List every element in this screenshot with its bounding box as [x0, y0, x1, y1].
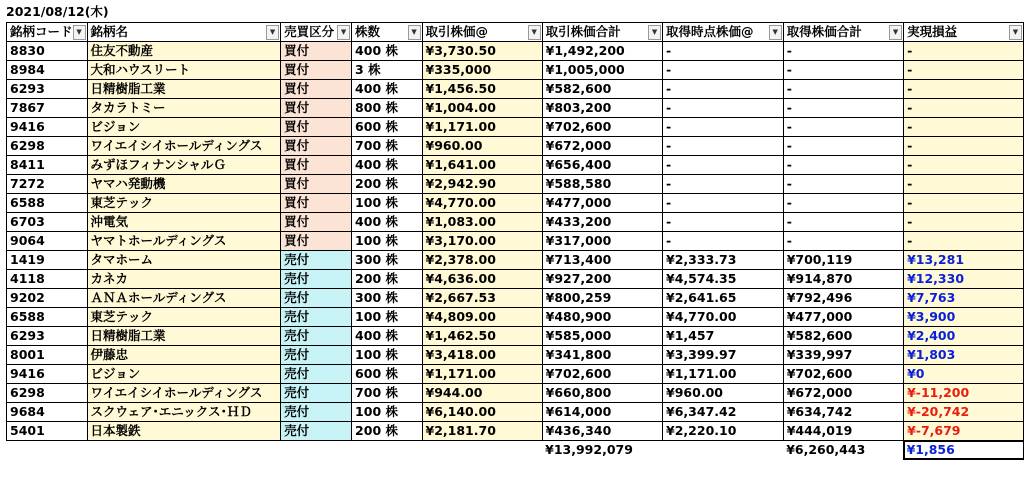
header-label: 取引株価合計 [545, 24, 621, 39]
sheet-date: 2021/08/12(木) [6, 4, 109, 19]
cell-name[interactable]: 日精樹脂工業 [87, 327, 281, 346]
cell-price[interactable]: ¥1,456.50 [422, 80, 542, 99]
cell-price[interactable]: ¥1,083.00 [422, 213, 542, 232]
cell-qty[interactable]: 200 株 [352, 175, 422, 194]
table-row[interactable] [7, 42, 1024, 61]
cell-acq-price[interactable]: - [663, 175, 784, 194]
cell-qty[interactable]: 300 株 [352, 251, 422, 270]
header-qty[interactable] [352, 23, 422, 42]
table-row[interactable] [7, 384, 1024, 403]
cell-name[interactable]: ＡＮＡホールディングス [87, 289, 281, 308]
cell-code[interactable]: 5401 [7, 422, 88, 441]
table-row[interactable] [7, 289, 1024, 308]
cell-side[interactable]: 買付 [281, 42, 352, 61]
cell-side[interactable]: 買付 [281, 118, 352, 137]
cell-qty[interactable]: 200 株 [352, 422, 422, 441]
cell-acq-price[interactable]: - [663, 156, 784, 175]
cell-price[interactable]: ¥1,462.50 [422, 327, 542, 346]
total-trade-amount[interactable]: ¥13,992,079 [545, 442, 633, 457]
cell-acq-price[interactable]: ¥4,770.00 [663, 308, 784, 327]
cell-acq-total[interactable]: ¥914,870 [783, 270, 903, 289]
cell-side[interactable]: 売付 [281, 251, 352, 270]
header-code[interactable] [7, 23, 88, 42]
cell-price[interactable]: ¥3,170.00 [422, 232, 542, 251]
cell-name[interactable]: ヤマハ発動機 [87, 175, 281, 194]
cell-acq-price[interactable]: ¥6,347.42 [663, 403, 784, 422]
cell-total[interactable]: ¥656,400 [542, 156, 662, 175]
header-total[interactable] [542, 23, 662, 42]
cell-side[interactable]: 買付 [281, 80, 352, 99]
header-price[interactable] [422, 23, 542, 42]
cell-qty[interactable]: 400 株 [352, 42, 422, 61]
cell-pl[interactable]: - [904, 61, 1024, 80]
table-row[interactable] [7, 61, 1024, 80]
table-row[interactable] [7, 232, 1024, 251]
cell-acq-total[interactable]: - [783, 137, 903, 156]
cell-side[interactable]: 売付 [281, 308, 352, 327]
cell-side[interactable]: 買付 [281, 232, 352, 251]
cell-total[interactable]: ¥317,000 [542, 232, 662, 251]
table-body [7, 42, 1024, 441]
cell-pl[interactable]: - [904, 213, 1024, 232]
cell-name[interactable]: タカラトミー [87, 99, 281, 118]
table-row[interactable] [7, 99, 1024, 118]
cell-side[interactable]: 売付 [281, 365, 352, 384]
cell-qty[interactable]: 600 株 [352, 365, 422, 384]
cell-price[interactable]: ¥944.00 [422, 384, 542, 403]
cell-total[interactable]: ¥477,000 [542, 194, 662, 213]
cell-code[interactable]: 7867 [7, 99, 88, 118]
total-realized-pl[interactable]: ¥1,856 [904, 441, 1024, 460]
cell-code[interactable]: 9202 [7, 289, 88, 308]
cell-acq-price[interactable]: ¥3,399.97 [663, 346, 784, 365]
cell-total[interactable]: ¥800,259 [542, 289, 662, 308]
cell-code[interactable]: 6293 [7, 327, 88, 346]
cell-price[interactable]: ¥3,730.50 [422, 42, 542, 61]
cell-total[interactable]: ¥585,000 [542, 327, 662, 346]
cell-name[interactable]: 日精樹脂工業 [87, 80, 281, 99]
cell-name[interactable]: ビジョン [87, 118, 281, 137]
header-label: 取引株価@ [425, 24, 489, 39]
cell-qty[interactable]: 600 株 [352, 118, 422, 137]
cell-code[interactable]: 4118 [7, 270, 88, 289]
cell-price[interactable]: ¥1,171.00 [422, 365, 542, 384]
cell-name[interactable]: 日本製鉄 [87, 422, 281, 441]
cell-qty[interactable]: 100 株 [352, 194, 422, 213]
cell-pl[interactable]: - [904, 156, 1024, 175]
filter-dropdown-icon[interactable]: ▼ [73, 25, 86, 40]
table-row[interactable] [7, 365, 1024, 384]
table-row[interactable] [7, 270, 1024, 289]
cell-name[interactable]: スクウェア･エニックス･ＨＤ [87, 403, 281, 422]
cell-acq-total[interactable]: ¥700,119 [783, 251, 903, 270]
header-name[interactable] [87, 23, 281, 42]
cell-total[interactable]: ¥433,200 [542, 213, 662, 232]
empty-cell [663, 441, 784, 460]
cell-name[interactable]: みずほフィナンシャルＧ [87, 156, 281, 175]
cell-pl[interactable]: - [904, 175, 1024, 194]
cell-name[interactable]: ヤマトホールディングス [87, 232, 281, 251]
table-row[interactable] [7, 308, 1024, 327]
cell-pl[interactable]: ¥-11,200 [904, 384, 1024, 403]
cell-total[interactable]: ¥1,492,200 [542, 42, 662, 61]
cell-price[interactable]: ¥1,004.00 [422, 99, 542, 118]
cell-code[interactable]: 6293 [7, 80, 88, 99]
cell-acq-total[interactable]: - [783, 175, 903, 194]
cell-code[interactable]: 9416 [7, 118, 88, 137]
cell-price[interactable]: ¥4,636.00 [422, 270, 542, 289]
cell-price[interactable]: ¥1,641.00 [422, 156, 542, 175]
cell-total[interactable]: ¥588,580 [542, 175, 662, 194]
cell-pl[interactable]: - [904, 80, 1024, 99]
cell-side[interactable]: 売付 [281, 346, 352, 365]
cell-qty[interactable]: 700 株 [352, 137, 422, 156]
cell-price[interactable]: ¥960.00 [422, 137, 542, 156]
filter-dropdown-icon[interactable]: ▼ [528, 25, 541, 40]
header-pl[interactable] [904, 23, 1024, 42]
cell-acq-total[interactable]: - [783, 118, 903, 137]
cell-name[interactable]: 沖電気 [87, 213, 281, 232]
cell-price[interactable]: ¥2,378.00 [422, 251, 542, 270]
cell-acq-total[interactable]: - [783, 213, 903, 232]
header-row [7, 23, 1024, 42]
cell-total[interactable]: ¥341,800 [542, 346, 662, 365]
header-label: 実現損益 [907, 24, 958, 39]
cell-acq-price[interactable]: ¥2,220.10 [663, 422, 784, 441]
cell-name[interactable]: ビジョン [87, 365, 281, 384]
cell-side[interactable]: 売付 [281, 384, 352, 403]
cell-total[interactable]: ¥702,600 [542, 365, 662, 384]
cell-name[interactable]: タマホーム [87, 251, 281, 270]
cell-qty[interactable]: 400 株 [352, 327, 422, 346]
cell-pl[interactable]: - [904, 42, 1024, 61]
table-row[interactable] [7, 346, 1024, 365]
cell-acq-total[interactable]: ¥792,496 [783, 289, 903, 308]
cell-total[interactable]: ¥436,340 [542, 422, 662, 441]
cell-qty[interactable]: 100 株 [352, 403, 422, 422]
cell-acq-total[interactable]: - [783, 194, 903, 213]
cell-total[interactable]: ¥1,005,000 [542, 61, 662, 80]
cell-price[interactable]: ¥2,181.70 [422, 422, 542, 441]
cell-code[interactable]: 6588 [7, 308, 88, 327]
cell-total[interactable]: ¥702,600 [542, 118, 662, 137]
header-acq-total[interactable] [783, 23, 903, 42]
cell-code[interactable]: 8984 [7, 61, 88, 80]
cell-pl[interactable]: ¥7,763 [904, 289, 1024, 308]
cell-pl[interactable]: ¥-7,679 [904, 422, 1024, 441]
cell-qty[interactable]: 400 株 [352, 80, 422, 99]
header-label: 銘柄名 [90, 24, 129, 39]
table-row[interactable] [7, 327, 1024, 346]
cell-acq-total[interactable]: ¥702,600 [783, 365, 903, 384]
cell-qty[interactable]: 400 株 [352, 156, 422, 175]
cell-name[interactable]: 東芝テック [87, 308, 281, 327]
filter-dropdown-icon[interactable]: ▼ [648, 25, 661, 40]
cell-acq-price[interactable]: - [663, 232, 784, 251]
cell-code[interactable]: 9416 [7, 365, 88, 384]
filter-dropdown-icon[interactable]: ▼ [408, 25, 421, 40]
cell-pl[interactable]: - [904, 232, 1024, 251]
cell-price[interactable]: ¥4,809.00 [422, 308, 542, 327]
cell-pl[interactable]: - [904, 137, 1024, 156]
cell-total[interactable]: ¥672,000 [542, 137, 662, 156]
cell-code[interactable]: 9064 [7, 232, 88, 251]
table-row[interactable] [7, 80, 1024, 99]
cell-code[interactable]: 8411 [7, 156, 88, 175]
cell-total[interactable]: ¥803,200 [542, 99, 662, 118]
cell-qty[interactable]: 400 株 [352, 213, 422, 232]
cell-total[interactable]: ¥713,400 [542, 251, 662, 270]
cell-pl[interactable]: - [904, 99, 1024, 118]
cell-acq-price[interactable]: - [663, 118, 784, 137]
cell-acq-total[interactable]: - [783, 61, 903, 80]
empty-cell [352, 441, 422, 460]
cell-acq-total[interactable]: - [783, 80, 903, 99]
cell-code[interactable]: 6298 [7, 137, 88, 156]
cell-code[interactable]: 8830 [7, 42, 88, 61]
cell-code[interactable]: 9684 [7, 403, 88, 422]
cell-acq-total[interactable]: - [783, 156, 903, 175]
filter-dropdown-icon[interactable]: ▼ [769, 25, 782, 40]
cell-pl[interactable]: ¥0 [904, 365, 1024, 384]
cell-acq-total[interactable]: ¥634,742 [783, 403, 903, 422]
cell-acq-total[interactable]: ¥339,997 [783, 346, 903, 365]
cell-acq-total[interactable]: - [783, 232, 903, 251]
cell-code[interactable]: 7272 [7, 175, 88, 194]
cell-code[interactable]: 6298 [7, 384, 88, 403]
cell-qty[interactable]: 800 株 [352, 99, 422, 118]
cell-pl[interactable]: ¥1,803 [904, 346, 1024, 365]
cell-pl[interactable]: - [904, 118, 1024, 137]
cell-price[interactable]: ¥335,000 [422, 61, 542, 80]
empty-cell [422, 441, 542, 460]
cell-qty[interactable]: 3 株 [352, 61, 422, 80]
header-acq-price[interactable] [663, 23, 784, 42]
table-row[interactable] [7, 137, 1024, 156]
table-row[interactable] [7, 403, 1024, 422]
header-label: 取得時点株価@ [666, 24, 754, 39]
cell-total[interactable]: ¥614,000 [542, 403, 662, 422]
table-row[interactable] [7, 118, 1024, 137]
cell-pl[interactable]: ¥-20,742 [904, 403, 1024, 422]
totals-row [7, 441, 1024, 460]
cell-side[interactable]: 買付 [281, 61, 352, 80]
filter-dropdown-icon[interactable]: ▼ [266, 25, 279, 40]
cell-code[interactable]: 8001 [7, 346, 88, 365]
cell-side[interactable]: 売付 [281, 327, 352, 346]
table-row[interactable] [7, 194, 1024, 213]
cell-acq-price[interactable]: ¥1,457 [663, 327, 784, 346]
cell-acq-price[interactable]: ¥2,641.65 [663, 289, 784, 308]
cell-name[interactable]: 住友不動産 [87, 42, 281, 61]
cell-acq-price[interactable]: ¥960.00 [663, 384, 784, 403]
cell-side[interactable]: 売付 [281, 270, 352, 289]
header-label: 売買区分 [284, 24, 335, 39]
cell-side[interactable]: 売付 [281, 289, 352, 308]
cell-qty[interactable]: 100 株 [352, 308, 422, 327]
cell-code[interactable]: 6703 [7, 213, 88, 232]
cell-qty[interactable]: 100 株 [352, 232, 422, 251]
cell-pl[interactable]: ¥13,281 [904, 251, 1024, 270]
table-row[interactable] [7, 422, 1024, 441]
header-label: 銘柄コード [10, 24, 73, 39]
cell-total[interactable]: ¥480,900 [542, 308, 662, 327]
cell-name[interactable]: 伊藤忠 [87, 346, 281, 365]
cell-acq-total[interactable]: - [783, 99, 903, 118]
cell-name[interactable]: カネカ [87, 270, 281, 289]
cell-price[interactable]: ¥1,171.00 [422, 118, 542, 137]
cell-price[interactable]: ¥2,667.53 [422, 289, 542, 308]
cell-acq-price[interactable]: - [663, 61, 784, 80]
table-row[interactable] [7, 251, 1024, 270]
cell-acq-price[interactable]: - [663, 42, 784, 61]
cell-pl[interactable]: - [904, 194, 1024, 213]
cell-total[interactable]: ¥660,800 [542, 384, 662, 403]
cell-acq-total[interactable]: ¥444,019 [783, 422, 903, 441]
cell-name[interactable]: ワイエイシイホールディングス [87, 137, 281, 156]
total-acq-amount[interactable]: ¥6,260,443 [786, 442, 866, 457]
cell-pl[interactable]: ¥12,330 [904, 270, 1024, 289]
empty-cell [281, 441, 352, 460]
cell-name[interactable]: 大和ハウスリート [87, 61, 281, 80]
cell-side[interactable]: 買付 [281, 156, 352, 175]
cell-price[interactable]: ¥4,770.00 [422, 194, 542, 213]
cell-name[interactable]: 東芝テック [87, 194, 281, 213]
cell-side[interactable]: 売付 [281, 403, 352, 422]
empty-cell [7, 441, 88, 460]
table-row[interactable] [7, 213, 1024, 232]
filter-dropdown-icon[interactable]: ▼ [1009, 25, 1022, 40]
cell-side[interactable]: 買付 [281, 175, 352, 194]
header-label: 株数 [355, 24, 381, 39]
cell-side[interactable]: 買付 [281, 137, 352, 156]
table-row[interactable] [7, 156, 1024, 175]
cell-acq-price[interactable]: - [663, 194, 784, 213]
cell-acq-total[interactable]: ¥477,000 [783, 308, 903, 327]
cell-side[interactable]: 売付 [281, 422, 352, 441]
empty-cell [87, 441, 281, 460]
header-label: 取得株価合計 [786, 24, 862, 39]
cell-price[interactable]: ¥6,140.00 [422, 403, 542, 422]
filter-dropdown-icon[interactable]: ▼ [337, 25, 350, 40]
cell-code[interactable]: 6588 [7, 194, 88, 213]
cell-pl[interactable]: ¥2,400 [904, 327, 1024, 346]
cell-side[interactable]: 買付 [281, 99, 352, 118]
filter-dropdown-icon[interactable]: ▼ [889, 25, 902, 40]
cell-acq-price[interactable]: - [663, 80, 784, 99]
cell-acq-total[interactable]: - [783, 42, 903, 61]
cell-pl[interactable]: ¥3,900 [904, 308, 1024, 327]
cell-acq-price[interactable]: - [663, 99, 784, 118]
cell-acq-price[interactable]: ¥1,171.00 [663, 365, 784, 384]
cell-qty[interactable]: 200 株 [352, 270, 422, 289]
cell-code[interactable]: 1419 [7, 251, 88, 270]
cell-price[interactable]: ¥3,418.00 [422, 346, 542, 365]
cell-qty[interactable]: 700 株 [352, 384, 422, 403]
cell-qty[interactable]: 100 株 [352, 346, 422, 365]
trade-table [6, 22, 1024, 459]
cell-acq-price[interactable]: ¥2,333.73 [663, 251, 784, 270]
cell-side[interactable]: 買付 [281, 213, 352, 232]
cell-side[interactable]: 買付 [281, 194, 352, 213]
cell-acq-price[interactable]: - [663, 213, 784, 232]
cell-qty[interactable]: 300 株 [352, 289, 422, 308]
cell-acq-price[interactable]: ¥4,574.35 [663, 270, 784, 289]
cell-acq-total[interactable]: ¥672,000 [783, 384, 903, 403]
cell-price[interactable]: ¥2,942.90 [422, 175, 542, 194]
cell-total[interactable]: ¥927,200 [542, 270, 662, 289]
cell-acq-total[interactable]: ¥582,600 [783, 327, 903, 346]
cell-total[interactable]: ¥582,600 [542, 80, 662, 99]
cell-acq-price[interactable]: - [663, 137, 784, 156]
header-side[interactable] [281, 23, 352, 42]
table-row[interactable] [7, 175, 1024, 194]
cell-name[interactable]: ワイエイシイホールディングス [87, 384, 281, 403]
